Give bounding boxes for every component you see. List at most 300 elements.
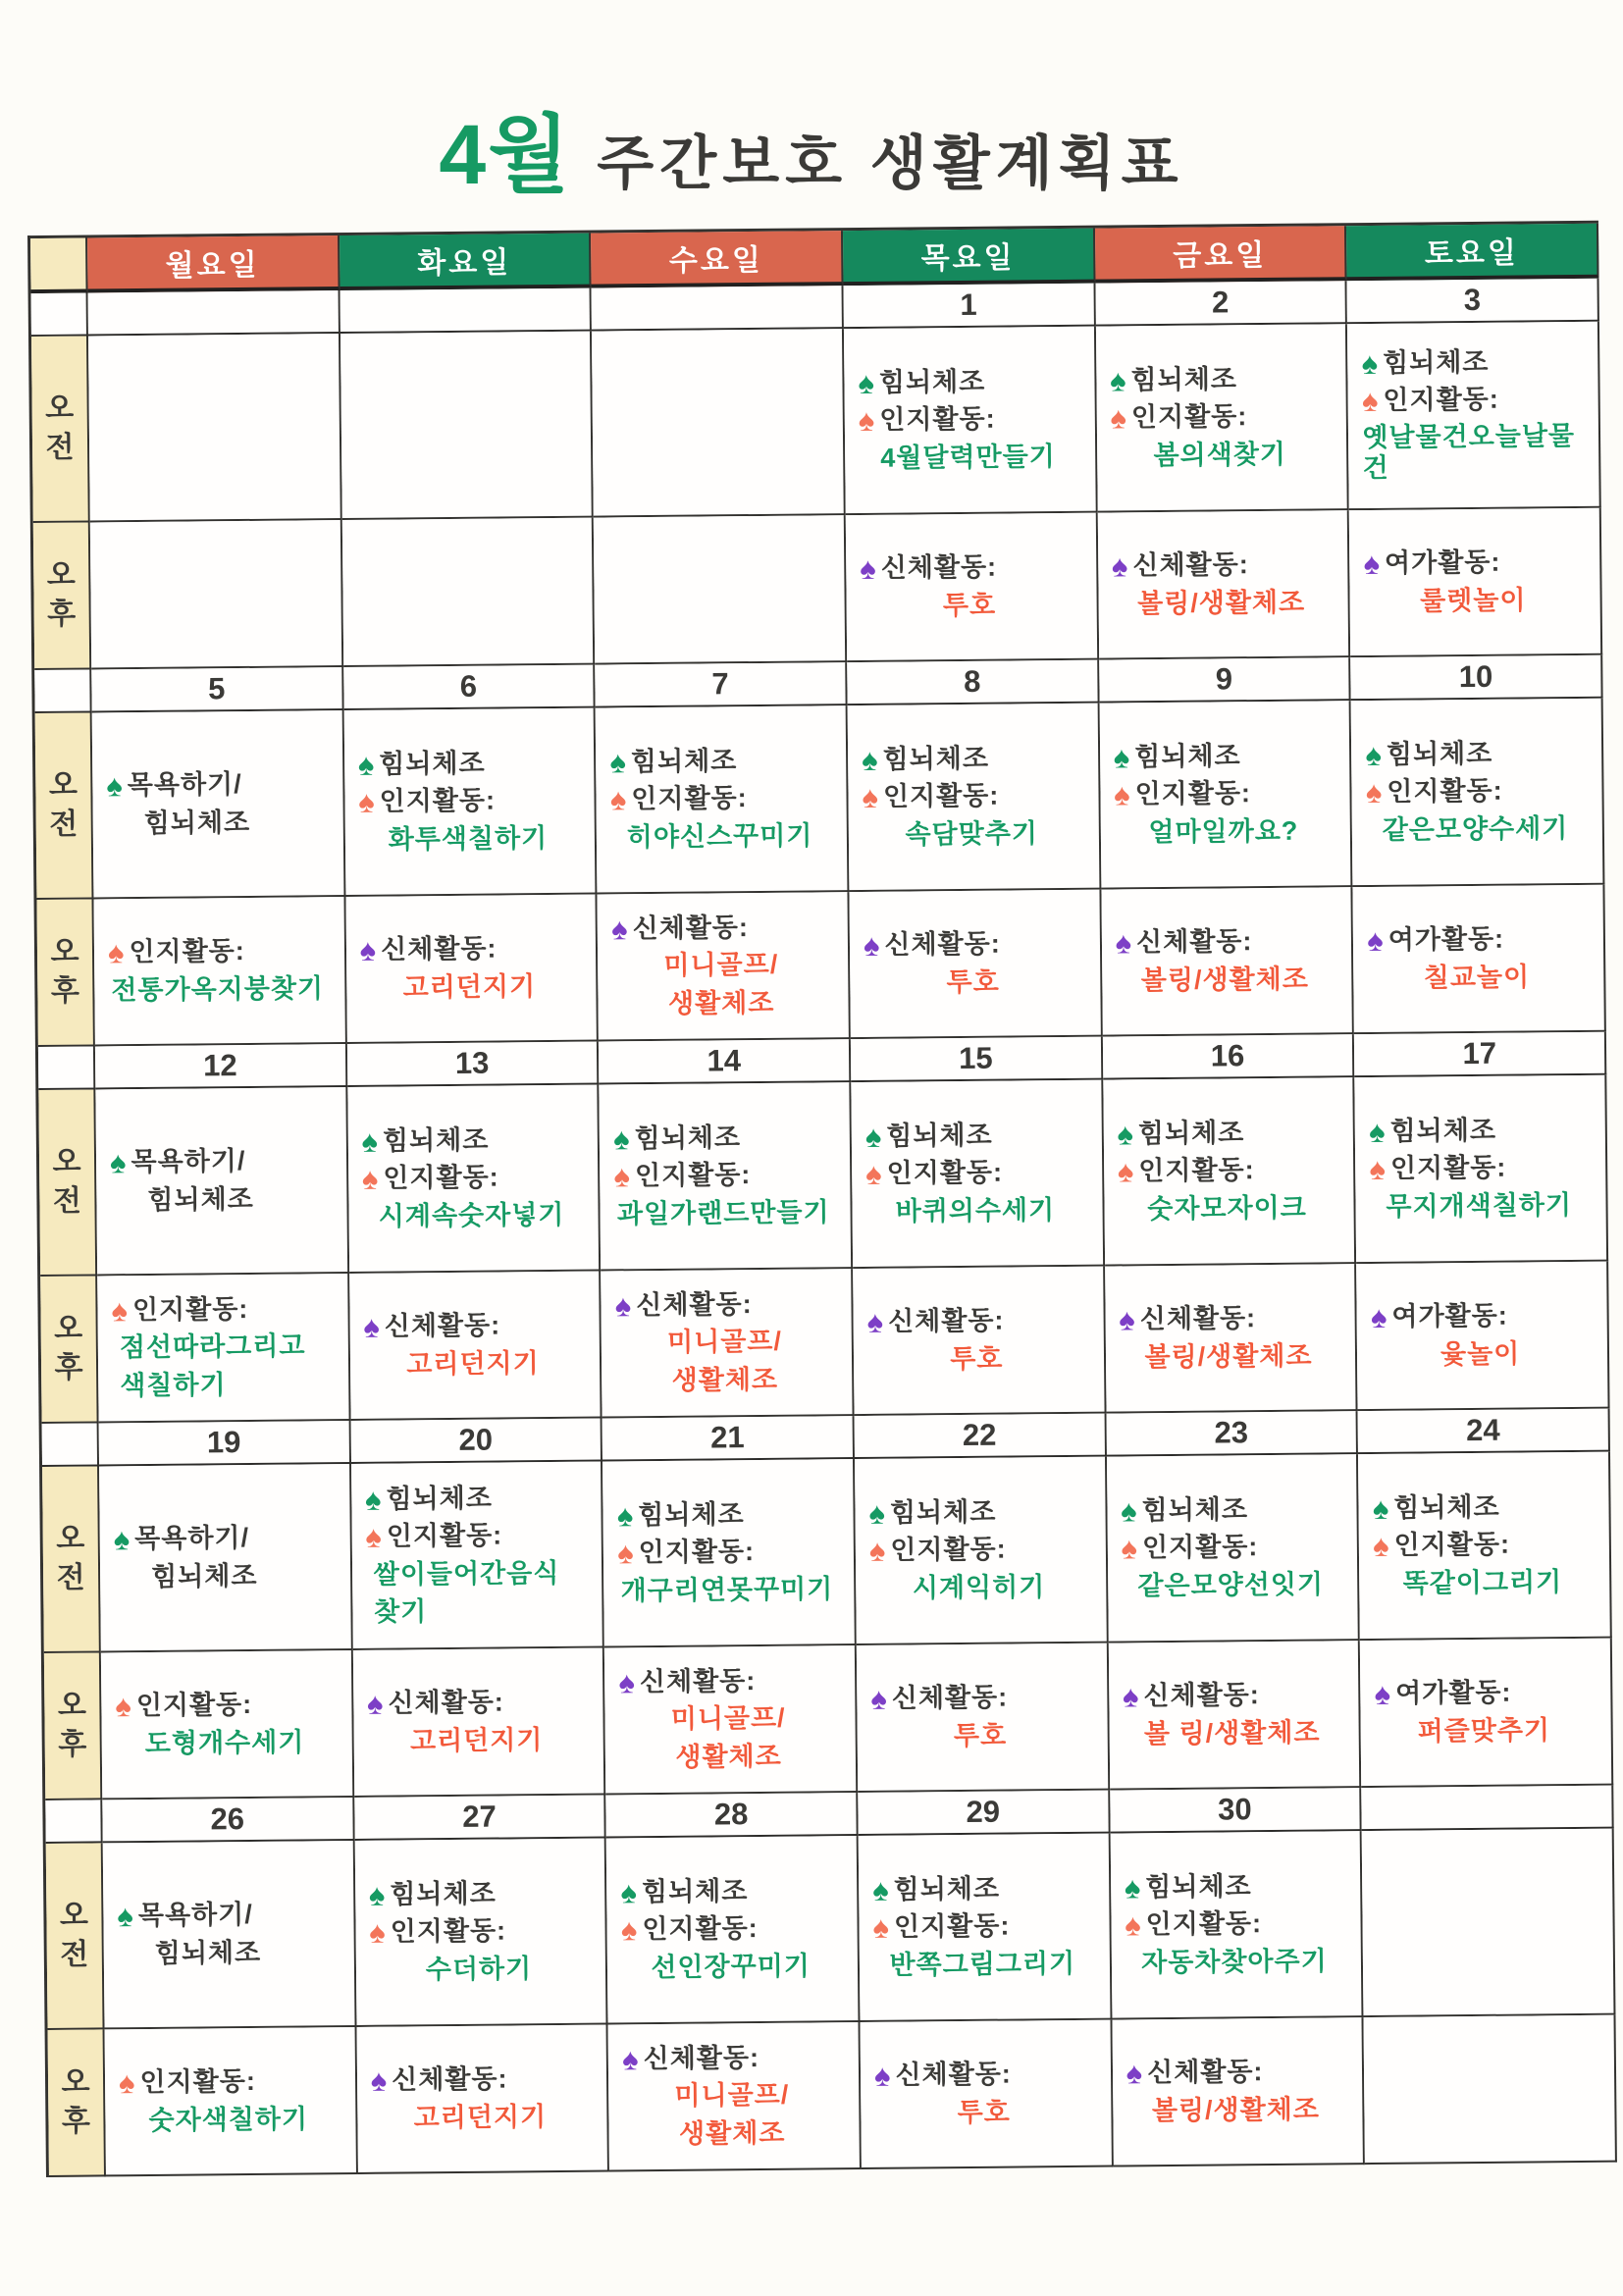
activity-cell	[345, 895, 599, 1044]
green-spade-icon: ♠	[361, 1124, 379, 1160]
activity-text: 신체활동:	[1135, 926, 1253, 958]
activity-text: 인지활동:	[1145, 1908, 1263, 1940]
activity-line	[861, 589, 1089, 621]
activity-text: 힘뇌체조	[1137, 1118, 1245, 1149]
activity-line	[1122, 1569, 1350, 1601]
morning-label	[31, 337, 90, 524]
time-label-char: 후	[47, 598, 77, 631]
date-row-side-cell	[45, 1800, 102, 1844]
activity-line	[371, 2101, 600, 2133]
activity-line	[1126, 2094, 1355, 2126]
date-cell: 30	[1110, 1788, 1362, 1833]
activity-line	[118, 1937, 346, 1969]
activity-cell	[604, 1645, 858, 1795]
activity-cell	[600, 1082, 853, 1271]
green-spade-icon: ♠	[1368, 1115, 1386, 1150]
activity-text: 인지활동:	[1393, 1530, 1511, 1561]
activity-line	[115, 1690, 343, 1722]
activity-line	[872, 1873, 1101, 1908]
date-cell: 14	[599, 1039, 851, 1084]
activity-line	[619, 1703, 848, 1736]
activity-text: 4월달력만들기	[880, 441, 1056, 473]
activity-cell	[349, 1272, 602, 1421]
activity-line	[1125, 1946, 1353, 1978]
activity-text: 선인장꾸미기	[651, 1951, 812, 1982]
activity-cell	[598, 892, 851, 1041]
activity-line	[862, 780, 1090, 815]
activity-text: 시계익히기	[912, 1571, 1046, 1603]
activity-text: 신체활동:	[636, 1289, 753, 1321]
activity-cell	[97, 1274, 350, 1423]
activity-line	[1119, 1303, 1347, 1335]
orange-spade-icon: ♠	[107, 935, 125, 970]
activity-line	[112, 1331, 340, 1364]
activity-text: 힘뇌체조	[1386, 739, 1493, 770]
activity-text: 미니골프/	[666, 1327, 783, 1358]
day-header-목요일: 목요일	[843, 229, 1095, 286]
day-header-화요일: 화요일	[340, 234, 592, 290]
activity-text: 힘뇌체조	[886, 1121, 993, 1152]
activity-line	[367, 1724, 596, 1756]
activity-text: 힘뇌체조	[1141, 1494, 1249, 1526]
activity-line	[1110, 364, 1338, 396]
morning-label	[46, 1843, 105, 2030]
activity-text: 여가활동:	[1394, 1678, 1512, 1709]
orange-spade-icon: ♠	[365, 1520, 383, 1555]
activity-line	[366, 1687, 596, 1722]
time-label-char: 오	[54, 1312, 83, 1345]
activity-text: 힘뇌체조	[878, 367, 986, 398]
activity-line	[110, 1183, 339, 1216]
activity-text: 신체활동:	[1147, 2057, 1264, 2088]
activity-line	[1368, 961, 1597, 993]
activity-line	[363, 1310, 592, 1345]
time-label-char: 전	[49, 808, 79, 841]
activity-line	[610, 783, 839, 815]
activity-line	[1117, 1118, 1345, 1150]
activity-text: 힘뇌체조	[386, 1484, 493, 1515]
activity-text: 신체활동:	[891, 1683, 1009, 1714]
orange-spade-icon: ♠	[1361, 383, 1379, 419]
activity-line	[1112, 549, 1340, 582]
activity-cell	[1110, 1831, 1363, 2019]
activity-text: 신체활동:	[880, 552, 998, 584]
activity-line	[612, 987, 841, 1019]
activity-text: 힘뇌체조	[1389, 1116, 1497, 1147]
date-cell: 3	[1347, 279, 1599, 324]
activity-line	[1116, 964, 1344, 996]
purple-spade-icon: ♠	[1370, 1300, 1387, 1335]
activity-line	[117, 1900, 345, 1932]
morning-row-week1	[31, 322, 1601, 523]
green-spade-icon: ♠	[368, 1878, 386, 1913]
activity-text: 인지활동:	[131, 1294, 249, 1326]
activity-text: 인지활동:	[882, 781, 1000, 812]
activity-line	[615, 1364, 844, 1396]
activity-line	[609, 746, 838, 778]
time-label-char: 전	[60, 1938, 89, 1971]
time-label-char: 전	[52, 1184, 82, 1218]
orange-spade-icon: ♠	[111, 1293, 129, 1329]
activity-text: 바퀴의수세기	[895, 1194, 1056, 1226]
green-spade-icon: ♠	[858, 366, 875, 401]
activity-line	[1361, 383, 1591, 419]
activity-text: 힘뇌체조	[1145, 1871, 1252, 1903]
afternoon-label	[44, 1652, 102, 1800]
activity-cell	[596, 705, 849, 894]
activity-text: 목욕하기/	[134, 1523, 250, 1554]
purple-spade-icon: ♠	[363, 1310, 380, 1345]
activity-cell	[1101, 887, 1354, 1036]
orange-spade-icon: ♠	[118, 2065, 135, 2101]
activity-cell	[606, 1836, 860, 2024]
activity-line	[366, 1594, 595, 1627]
activity-text: 힘뇌체조	[634, 1122, 742, 1154]
activity-text: 신체활동:	[643, 2043, 760, 2074]
date-row-side-cell	[38, 1046, 95, 1090]
activity-line	[621, 1951, 850, 1983]
day-header-금요일: 금요일	[1095, 226, 1347, 283]
activity-line	[1374, 1677, 1603, 1712]
afternoon-label	[48, 2029, 106, 2177]
date-cell: 9	[1099, 657, 1351, 703]
time-label-char: 오	[61, 2065, 90, 2099]
activity-text: 윷놀이	[1440, 1338, 1521, 1369]
day-header-수요일: 수요일	[591, 231, 843, 287]
activity-cell	[92, 710, 345, 899]
activity-cell	[1105, 1264, 1358, 1413]
activity-line	[1372, 1491, 1601, 1527]
activity-line	[1369, 1152, 1597, 1187]
green-spade-icon: ♠	[864, 1120, 882, 1155]
activity-text: 힘뇌체조	[150, 1560, 258, 1592]
activity-text: 볼링/생활체조	[1136, 587, 1306, 618]
date-cell	[88, 290, 340, 336]
activity-text: 인지활동:	[1141, 1532, 1259, 1563]
activity-line	[110, 1146, 339, 1178]
activity-line	[1114, 778, 1342, 810]
green-spade-icon: ♠	[616, 1498, 634, 1534]
activity-text: 볼링/생활체조	[1151, 2094, 1321, 2125]
activity-text: 힘뇌체조	[154, 1937, 262, 1968]
activity-text: 인지활동:	[1138, 1155, 1255, 1186]
activity-text: 투호	[957, 2097, 1011, 2127]
activity-text: 힘뇌체조	[382, 1125, 490, 1157]
activity-line	[865, 1157, 1094, 1192]
date-cell	[340, 288, 592, 334]
activity-line	[617, 1574, 846, 1606]
activity-text: 힘뇌체조	[882, 744, 990, 775]
activity-line	[358, 785, 587, 820]
activity-text: 신체활동:	[639, 1666, 757, 1697]
activity-line	[1364, 584, 1593, 616]
activity-text: 생활체조	[675, 1741, 782, 1772]
activity-text: 룰렛놀이	[1419, 584, 1527, 615]
orange-spade-icon: ♠	[361, 1162, 379, 1197]
purple-spade-icon: ♠	[1126, 2056, 1143, 2091]
activity-text: 투호	[946, 966, 1000, 997]
activity-cell	[340, 332, 594, 520]
title-month: 4월	[439, 108, 572, 202]
activity-line	[872, 1910, 1101, 1946]
activity-cell	[1108, 1641, 1361, 1790]
activity-text: 목욕하기/	[127, 769, 242, 801]
activity-line	[873, 2059, 1103, 2094]
activity-cell	[1107, 1454, 1360, 1643]
date-cell: 1	[844, 284, 1096, 329]
orange-spade-icon: ♠	[1125, 1907, 1141, 1943]
activity-text: 인지활동:	[1389, 1153, 1507, 1184]
activity-cell	[855, 1457, 1108, 1645]
activity-line	[871, 1719, 1100, 1751]
purple-spade-icon: ♠	[863, 928, 880, 964]
activity-text: 인지활동:	[879, 404, 996, 436]
activity-line	[873, 1948, 1102, 1980]
activity-text: 인지활동:	[139, 2066, 257, 2098]
activity-line	[615, 1327, 844, 1359]
orange-spade-icon: ♠	[868, 1534, 886, 1569]
activity-cell	[1353, 885, 1606, 1034]
activity-text: 힘뇌체조	[379, 749, 486, 780]
activity-cell	[1103, 1077, 1356, 1266]
activity-cell	[105, 2027, 358, 2176]
activity-text: 신체활동:	[887, 1306, 1005, 1337]
activity-cell	[1351, 699, 1604, 887]
activity-text: 힘뇌체조	[147, 1183, 254, 1215]
activity-line	[613, 1122, 842, 1155]
activity-text: 화투색칠하기	[388, 822, 549, 855]
activity-line	[370, 2063, 600, 2099]
activity-text: 개구리연못꾸미기	[620, 1573, 834, 1605]
activity-cell	[853, 1267, 1106, 1416]
green-spade-icon: ♠	[364, 1483, 382, 1518]
activity-line	[361, 1162, 591, 1197]
activity-line	[1126, 2057, 1355, 2089]
activity-text: 고리던지기	[402, 970, 537, 1002]
activity-cell	[1364, 2015, 1617, 2165]
green-spade-icon: ♠	[113, 1522, 131, 1557]
activity-line	[362, 1199, 591, 1231]
activity-line	[1114, 815, 1342, 848]
activity-line	[868, 1496, 1097, 1532]
afternoon-row-week2	[36, 885, 1605, 1047]
activity-text: 신체활동:	[884, 929, 1001, 961]
date-cell: 10	[1351, 655, 1603, 701]
date-row-side-cell	[31, 293, 88, 338]
time-label-char: 오	[57, 1689, 87, 1722]
activity-line	[1123, 1680, 1351, 1712]
orange-spade-icon: ♠	[858, 403, 875, 439]
time-label-char: 오	[56, 1522, 85, 1555]
activity-line	[623, 2117, 852, 2150]
purple-spade-icon: ♠	[1367, 923, 1384, 959]
purple-spade-icon: ♠	[618, 1665, 636, 1700]
orange-spade-icon: ♠	[1110, 400, 1127, 436]
orange-spade-icon: ♠	[369, 1915, 386, 1951]
activity-text: 힘뇌체조	[1382, 346, 1490, 378]
time-label-char: 전	[45, 431, 75, 464]
activity-cell	[90, 520, 343, 669]
orange-spade-icon: ♠	[1373, 1529, 1389, 1564]
activity-text: 인지활동:	[886, 1158, 1004, 1189]
activity-text: 미니골프/	[674, 2080, 790, 2112]
activity-line	[874, 2096, 1103, 2128]
activity-text: 인지활동:	[642, 1913, 759, 1945]
green-spade-icon: ♠	[1365, 738, 1383, 773]
activity-cell	[848, 704, 1101, 892]
green-spade-icon: ♠	[357, 748, 375, 783]
activity-text: 퍼즐맞추기	[1417, 1714, 1551, 1747]
green-spade-icon: ♠	[861, 743, 878, 778]
activity-cell	[857, 1644, 1110, 1793]
activity-text: 인지활동:	[638, 1537, 756, 1568]
activity-text: 투호	[942, 590, 997, 620]
activity-cell	[1360, 1639, 1613, 1788]
activity-cell	[592, 329, 845, 517]
activity-cell	[851, 1080, 1104, 1269]
activity-cell	[1112, 2017, 1365, 2166]
activity-cell	[343, 708, 597, 897]
date-cell: 22	[855, 1414, 1107, 1459]
date-cell: 6	[343, 665, 596, 710]
time-label-char: 오	[50, 935, 79, 968]
activity-text: 인지활동:	[386, 1520, 503, 1552]
green-spade-icon: ♠	[872, 1873, 889, 1908]
activity-line	[1366, 812, 1595, 845]
green-spade-icon: ♠	[868, 1496, 886, 1532]
time-label-char: 오	[59, 1899, 89, 1932]
activity-cell	[353, 1648, 606, 1798]
date-cell: 29	[858, 1791, 1110, 1836]
activity-text: 미니골프/	[663, 950, 779, 981]
activity-line	[613, 1160, 842, 1192]
purple-spade-icon: ♠	[866, 1305, 884, 1340]
activity-text: 힘뇌체조	[893, 1874, 1001, 1905]
activity-text: 히야신스꾸미기	[626, 819, 813, 852]
activity-cell	[602, 1459, 856, 1647]
activity-text: 인지활동:	[383, 1162, 499, 1194]
green-spade-icon: ♠	[1124, 1870, 1141, 1905]
activity-line	[357, 748, 587, 783]
green-spade-icon: ♠	[1361, 345, 1379, 381]
activity-text: 수더하기	[425, 1953, 533, 1984]
date-cell: 8	[847, 660, 1099, 705]
date-cell	[1362, 1786, 1614, 1831]
activity-line	[858, 366, 1086, 401]
activity-text: 목욕하기/	[137, 1900, 253, 1931]
activity-line	[1121, 1532, 1349, 1564]
page-title	[0, 86, 1623, 208]
activity-text: 옛날물건오늘날물건	[1362, 420, 1576, 484]
activity-text: 인지활동:	[1134, 778, 1252, 809]
activity-text: 볼링/생활체조	[1144, 1340, 1313, 1372]
purple-spade-icon: ♠	[610, 912, 628, 947]
activity-cell	[1099, 701, 1352, 889]
activity-text: 시계속숫자넣기	[378, 1199, 565, 1231]
activity-cell	[1362, 1829, 1615, 2017]
activity-line	[611, 913, 840, 945]
activity-text: 여가활동:	[1384, 548, 1501, 579]
orange-spade-icon: ♠	[1117, 1154, 1134, 1189]
activity-text: 숫자색칠하기	[148, 2103, 309, 2135]
activity-line	[1114, 741, 1342, 773]
purple-spade-icon: ♠	[1111, 548, 1128, 584]
activity-line	[364, 1347, 593, 1380]
afternoon-label	[33, 522, 91, 670]
activity-text: 무지개색칠하기	[1386, 1189, 1573, 1222]
activity-text: 똑같이그리기	[1402, 1566, 1563, 1598]
activity-text: 자동차찾아주기	[1141, 1945, 1328, 1977]
green-spade-icon: ♠	[613, 1122, 630, 1157]
date-cell: 27	[354, 1796, 606, 1841]
activity-text: 인지활동:	[1130, 401, 1248, 433]
activity-line	[1125, 1871, 1353, 1904]
orange-spade-icon: ♠	[115, 1689, 132, 1724]
activity-line	[1112, 587, 1340, 619]
orange-spade-icon: ♠	[1369, 1152, 1387, 1187]
activity-line	[1368, 1115, 1597, 1150]
activity-text: 힘뇌체조	[1393, 1492, 1500, 1524]
activity-line	[1118, 1192, 1346, 1225]
activity-text: 과일가랜드만들기	[616, 1196, 830, 1228]
orange-spade-icon: ♠	[862, 780, 879, 815]
date-cell: 13	[347, 1042, 600, 1087]
activity-line	[107, 807, 336, 839]
activity-line	[358, 822, 587, 855]
purple-spade-icon: ♠	[359, 933, 377, 968]
afternoon-row-week3	[40, 1262, 1609, 1424]
time-label-char: 후	[54, 1351, 83, 1384]
activity-cell	[844, 327, 1097, 515]
activity-cell	[846, 513, 1099, 662]
date-cell: 28	[606, 1793, 859, 1838]
activity-cell	[101, 1650, 354, 1800]
activity-cell	[351, 1462, 604, 1650]
activity-line	[617, 1499, 846, 1532]
date-cell: 17	[1354, 1032, 1606, 1077]
activity-line	[1110, 401, 1338, 434]
activity-cell	[861, 2020, 1114, 2169]
activity-line	[116, 1727, 344, 1759]
activity-cell	[594, 515, 847, 664]
activity-text: 볼링/생활체조	[1140, 964, 1309, 995]
activity-text: 속담맞추기	[905, 817, 1039, 850]
orange-spade-icon: ♠	[872, 1910, 890, 1946]
activity-line	[1371, 1337, 1599, 1370]
date-cell: 16	[1103, 1034, 1355, 1079]
activity-cell	[95, 1087, 348, 1276]
activity-line	[114, 1560, 342, 1592]
activity-text: 힘뇌체조	[390, 1879, 497, 1910]
activity-text: 점선따라그리고	[119, 1331, 306, 1363]
morning-label	[35, 712, 94, 900]
activity-line	[619, 1741, 848, 1773]
activity-line	[369, 1915, 598, 1951]
purple-spade-icon: ♠	[870, 1682, 887, 1717]
activity-text: 힘뇌체조	[143, 807, 251, 838]
purple-spade-icon: ♠	[1122, 1679, 1139, 1714]
orange-spade-icon: ♠	[865, 1157, 882, 1192]
activity-text: 신체활동:	[632, 913, 750, 944]
activity-text: 같은모양수세기	[1382, 812, 1569, 845]
activity-line	[1361, 346, 1590, 379]
green-spade-icon: ♠	[1372, 1491, 1389, 1527]
activity-line	[1366, 775, 1595, 808]
activity-line	[112, 1369, 340, 1401]
activity-line	[1118, 1155, 1346, 1187]
activity-line	[119, 2104, 347, 2136]
morning-label	[38, 1089, 97, 1277]
